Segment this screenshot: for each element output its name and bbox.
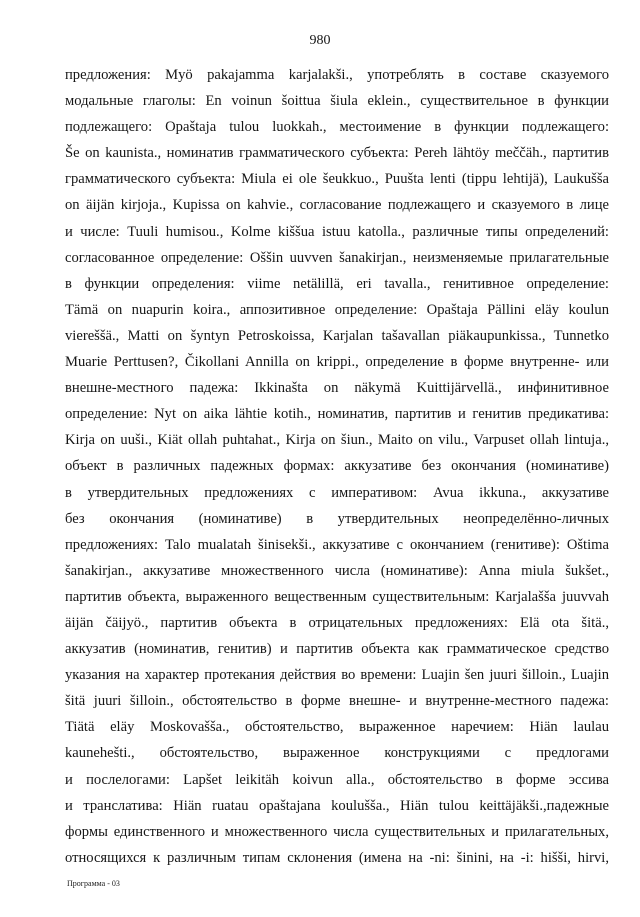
text-line: без окончания (номинативе) в утвердительных неопределённо-личных [65, 510, 609, 527]
text-line: kaunehešti., обстоятельство, выраженное конструкциями с предлогами [65, 745, 609, 762]
text-line: подлежащего: Opaštaja tulou luokkah., местоимение в функции подлежащего: [65, 119, 609, 136]
text-line: указания на характер протекания действия во времени: Luajin šen juuri šilloin., Luajin [65, 667, 609, 684]
text-line: согласованное определение: Oššin uuvven šanakirjan., неизменяемые прилагательные [65, 249, 609, 266]
text-line: предложениях: Talo mualatah šinisekši., аккузативе с окончанием (генитиве): Oštima [65, 536, 609, 553]
text-line: внешне-местного падежа: Ikkinašta on näkymä Kuittijärvellä., инфинитивное [65, 380, 609, 397]
text-line: в функции определения: viime netälillä, eri tavalla., генитивное определение: [65, 275, 609, 292]
text-line: в утвердительных предложениях с императивом: Avua ikkuna., аккузативе [65, 484, 609, 501]
text-line: Tiätä eläy Moskovašša., обстоятельство, выраженное наречием: Hiän laulau [65, 719, 609, 736]
body-text [65, 64, 609, 873]
text-line: формы единственного и множественного числа существительных и прилагательных, [65, 823, 609, 840]
text-line: Tämä on nuapurin koira., аппозитивное определение: Opaštaja Pällini eläy koulun [65, 301, 609, 318]
text-line: on äijän kirjoja., Kupissa on kahvie., согласование подлежащего и сказуемого в лице [65, 197, 609, 214]
text-line: и числе: Tuuli humisou., Kolme kiššua istuu katolla., различные типы определений: [65, 223, 609, 240]
text-line: Kirja on uuši., Kiät ollah puhtahat., Kirja on šiun., Maito on vilu., Varpuset ollah lintuja., [65, 432, 609, 449]
text-line: грамматического субъекта: Miula ei ole šeukkuo., Puušta lenti (tippu lehtijä), Laukušša [65, 171, 609, 188]
page-footer: Программа - 03 [67, 879, 120, 888]
text-line: объект в различных падежных формах: аккузативе без окончания (номинативе) [65, 458, 609, 475]
text-line: Še on kaunista., номинатив грамматического субъекта: Pereh lähtöy meččäh., партитив [65, 145, 609, 162]
text-line: Muarie Perttusen?, Čikollani Annilla on krippi., определение в форме внутренне- или [65, 354, 609, 371]
text-line: и транслатива: Hiän ruatau opaštajana koulušša., Hiän tulou keittäjäkši.,падежные [65, 797, 609, 814]
text-line: модальные глаголы: En voinun šoittua šiula eklein., существительное в функции [65, 93, 609, 110]
text-line: äijän čäijyö., партитив объекта в отрицательных предложениях: Elä ota šitä., [65, 614, 609, 631]
page-number: 980 [309, 33, 331, 48]
text-line: определение: Nyt on aika lähtie kotih., номинатив, партитив и генитив предикатива: [65, 406, 609, 423]
text-line: партитив объекта, выраженного вещественным существительным: Karjalašša juuvvah [65, 588, 609, 605]
text-line: šitä juuri šilloin., обстоятельство в форме внешне- и внутренне-местного падежа: [65, 693, 609, 710]
text-line: šanakirjan., аккузативе множественного числа (номинативе): Anna miula šukšet., [65, 562, 609, 579]
text-line: предложения: Myö pakajamma karjalakši., употреблять в составе сказуемого [65, 67, 609, 83]
text-line: аккузатив (номинатив, генитив) и партитив объекта как грамматическое средство [65, 641, 609, 658]
text-line: и послелогами: Lapšet leikitäh koivun alla., обстоятельство в форме эссива [65, 771, 609, 788]
text-line: viereššä., Matti on šyntyn Petroskoissa, Karjalan tašavallan piäkaupunkissa., Tunnetko [65, 327, 609, 344]
text-line: относящихся к различным типам склонения (имена на -ni: šinini, на -i: hišši, hirvi, [65, 849, 609, 866]
